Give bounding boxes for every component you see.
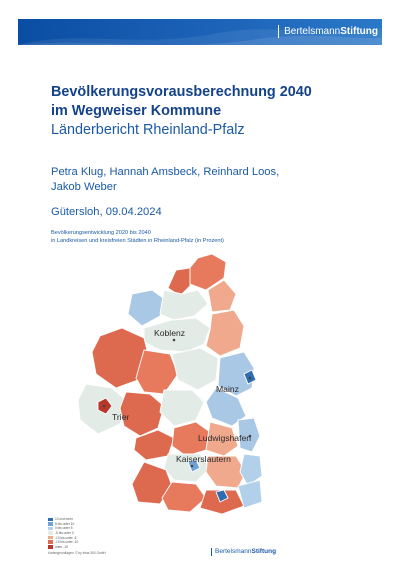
brand-logo (278, 25, 378, 38)
mainz-marker (249, 377, 252, 380)
legend-label: unter -15 (55, 544, 68, 549)
trier-marker (103, 405, 106, 408)
footer-brand-name-regular: Bertelsmann (215, 548, 252, 555)
legend-swatch (48, 545, 53, 549)
report-title-line1: Bevölkerungsvorausberechnung 2040 (51, 84, 312, 100)
legend-label: -5 bis unter 0 (55, 531, 74, 536)
city-label-kaiserslautern: Kaiserslautern (176, 454, 231, 464)
district-eifel-central (136, 350, 178, 394)
legend-swatch (48, 531, 53, 535)
kaiserslautern-marker (191, 465, 194, 468)
footer-brand-logo (211, 548, 276, 556)
city-label-ludwigshafen: Ludwigshafen (198, 433, 252, 443)
district-center (172, 348, 218, 390)
koblenz-marker (173, 339, 176, 342)
report-title-line2: im Wegweiser Kommune (51, 103, 222, 119)
map-caption-title: Bevölkerungsentwicklung 2020 bis 2040 (51, 230, 151, 236)
legend-label: 5 bis unter 10 (55, 521, 75, 526)
rhineland-palatinate-map (40, 250, 280, 515)
map-legend (48, 517, 78, 549)
footer-brand-name-bold: Stiftung (251, 548, 277, 555)
legend-item (48, 531, 78, 536)
legend-item (48, 540, 78, 545)
map-source-note: Kartengrundlagen: © by Infas 360 GmbH (48, 551, 106, 555)
header-banner (18, 19, 382, 45)
map-caption (51, 230, 224, 245)
authors: Petra Klug, Hannah Amsbeck, Reinhard Loos, Jakob Weber (51, 166, 280, 193)
district-northwest (128, 290, 166, 326)
legend-item (48, 535, 78, 540)
city-label-trier: Trier (112, 412, 130, 422)
legend-swatch (48, 536, 53, 540)
map-caption-description: in Landkreisen und kreisfreien Städten in Rheinland-Pfalz (in Prozent) (51, 237, 224, 244)
legend-swatch (48, 518, 53, 522)
legend-label: 0 bis unter 5 (55, 526, 73, 531)
district-hunsrueck (160, 390, 204, 426)
city-label-koblenz: Koblenz (154, 328, 186, 338)
legend-swatch (48, 527, 53, 531)
brand-name-bold: Stiftung (340, 26, 378, 37)
legend-item (48, 522, 78, 527)
district-north-center (160, 290, 208, 320)
legend-label: -15 bis unter -10 (55, 540, 79, 545)
legend-swatch (48, 540, 53, 544)
place-date: Gütersloh, 09.04.2024 (51, 206, 162, 218)
legend-item (48, 545, 78, 550)
legend-swatch (48, 522, 53, 526)
legend-label: -10 bis unter -5 (55, 535, 77, 540)
legend-label: 10 und mehr (55, 517, 73, 522)
brand-name-regular: Bertelsmann (284, 26, 341, 37)
district-east (206, 310, 244, 356)
city-label-mainz: Mainz (216, 384, 239, 394)
report-subtitle: Länderbericht Rheinland-Pfalz (51, 122, 245, 138)
